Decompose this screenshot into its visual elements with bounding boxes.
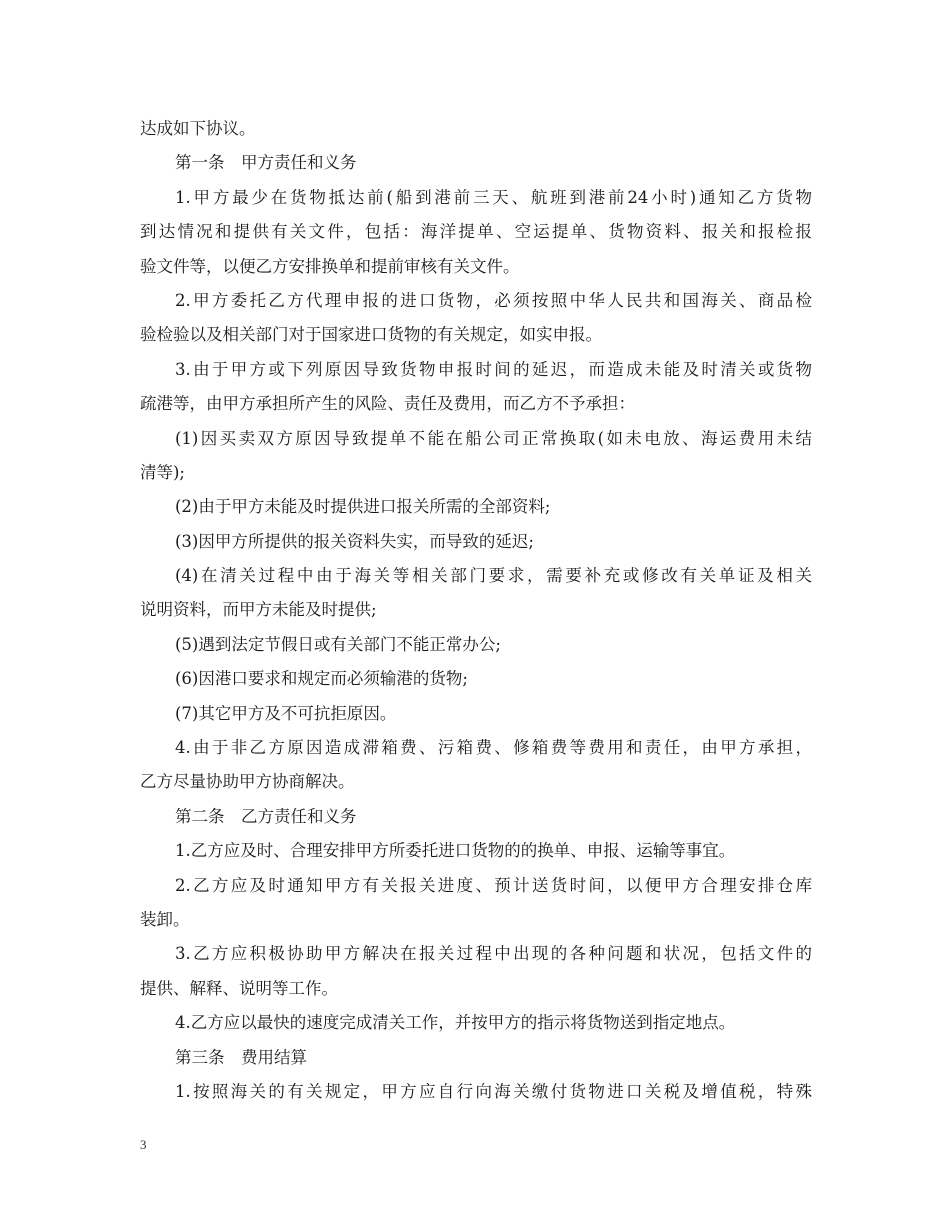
text-line: 2.乙方应及时通知甲方有关报关进度、预计送货时间，以便甲方合理安排仓库 (175, 875, 812, 895)
section-heading: 第二条 乙方责任和义务 (175, 806, 357, 826)
text-line: (2)由于甲方未能及时提供进口报关所需的全部资料; (175, 497, 551, 517)
text-line: 2.甲方委托乙方代理申报的进口货物，必须按照中华人民共和国海关、商品检 (175, 290, 812, 310)
text-line: 到达情况和提供有关文件，包括：海洋提单、空运提单、货物资料、报关和报检报 (140, 222, 812, 242)
text-line: 3.由于甲方或下列原因导致货物申报时间的延迟，而造成未能及时清关或货物 (175, 359, 812, 379)
text-line: (7)其它甲方及不可抗拒原因。 (175, 703, 397, 723)
page-number: 3 (140, 1137, 147, 1152)
text-line: 达成如下协议。 (140, 119, 256, 138)
text-line: (5)遇到法定节假日或有关部门不能正常办公; (175, 634, 501, 654)
text-line: 3.乙方应积极协助甲方解决在报关过程中出现的各种问题和状况，包括文件的 (175, 944, 812, 964)
text-line: 4.乙方应以最快的速度完成清关工作，并按甲方的指示将货物送到指定地点。 (175, 1013, 736, 1033)
text-line: 说明资料，而甲方未能及时提供; (140, 600, 377, 620)
document-body (140, 112, 812, 1109)
text-line: 1.按照海关的有关规定，甲方应自行向海关缴付货物进口关税及增值税，特殊 (175, 1081, 812, 1101)
text-line: 装卸。 (140, 909, 190, 929)
text-line: 清等); (140, 462, 185, 482)
text-line: (6)因港口要求和规定而必须输港的货物; (175, 669, 468, 689)
section-heading: 第一条 甲方责任和义务 (175, 153, 357, 173)
text-line: (1)因买卖双方原因导致提单不能在船公司正常换取(如未电放、海运费用未结 (175, 428, 812, 448)
text-line: 疏港等，由甲方承担所产生的风险、责任及费用，而乙方不予承担： (140, 394, 635, 414)
text-line: 验文件等，以便乙方安排换单和提前审核有关文件。 (140, 256, 520, 276)
text-line: 验检验以及相关部门对于国家进口货物的有关规定，如实申报。 (140, 325, 602, 345)
text-line: 4.由于非乙方原因造成滞箱费、污箱费、修箱费等费用和责任，由甲方承担， (175, 738, 812, 758)
text-line: 1.乙方应及时、合理安排甲方所委托进口货物的的换单、申报、运输等事宜。 (175, 841, 736, 861)
section-heading: 第三条 费用结算 (175, 1047, 307, 1067)
text-line: 乙方尽量协助甲方协商解决。 (140, 772, 355, 792)
text-line: (4)在清关过程中由于海关等相关部门要求，需要补充或修改有关单证及相关 (175, 566, 812, 586)
text-line: 提供、解释、说明等工作。 (140, 978, 338, 998)
text-line: 1.甲方最少在货物抵达前(船到港前三天、航班到港前24小时)通知乙方货物 (175, 187, 812, 207)
text-line: (3)因甲方所提供的报关资料失实，而导致的延迟; (175, 531, 534, 551)
